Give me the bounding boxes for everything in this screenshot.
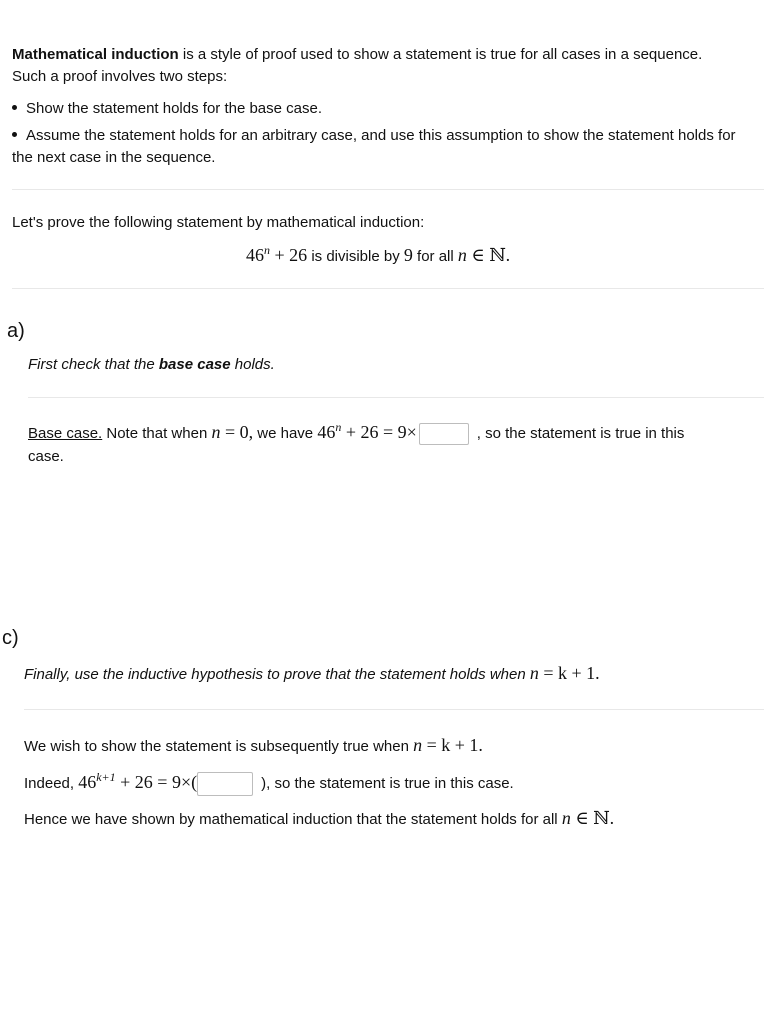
statement-text-1: is divisible by [311, 248, 400, 265]
intro-line-2: Such a proof involves two steps: [12, 68, 228, 85]
bullet-item-2 [12, 127, 736, 144]
base-case-text: Note that when [102, 425, 212, 442]
base-case-conclusion-cont: case. [28, 448, 64, 465]
base-case-text-2: we have [257, 425, 314, 442]
divider [12, 288, 764, 289]
statement-expression: 46$^n$ + 26 [246, 243, 308, 265]
conclusion-domain: n ∈ ℕ. [561, 808, 615, 828]
statement-nine: 9 [403, 245, 413, 265]
base-case-condition: n = 0, [211, 422, 254, 442]
divider [28, 397, 764, 398]
inductive-step-answer-input[interactable] [197, 772, 253, 796]
base-case-expression: 46$^n$ + 26 = 9× [317, 420, 417, 442]
statement-domain: n ∈ ℕ. [457, 245, 511, 265]
bullet-text-1: Show the statement holds for the base case. [26, 100, 323, 117]
part-c-instruction: Finally, use the inductive hypothesis to prove that the statement holds when n = k + 1. [24, 663, 600, 683]
divider [24, 709, 764, 710]
bullet-text-2-cont: the next case in the sequence. [12, 149, 216, 166]
part-c-label: c) [2, 627, 19, 649]
base-case-answer-input[interactable] [419, 423, 469, 445]
bullet-item-1 [12, 100, 322, 117]
divider [12, 189, 764, 190]
intro-term: Mathematical induction [12, 46, 179, 63]
intro-line-1 [12, 46, 702, 63]
base-case-conclusion: , so the statement is true in this [476, 425, 685, 442]
base-case-label: Base case. [28, 425, 103, 442]
inductive-wish-line: We wish to show the statement is subsequently true when n = k + 1. [24, 735, 483, 755]
inductive-wish-math: n = k + 1. [413, 735, 483, 755]
inductive-step-lead: Indeed, [24, 775, 75, 792]
bullet-dot [12, 105, 17, 110]
intro-line1-rest: is a style of proof used to show a statement is true for all cases in a sequence. [178, 46, 703, 63]
inductive-step-line [24, 770, 514, 796]
conclusion-line: Hence we have shown by mathematical induction that the statement holds for all n ∈ ℕ. [24, 808, 615, 828]
statement-lead: Let's prove the following statement by mathematical induction: [12, 214, 425, 231]
bullet-dot [12, 132, 17, 137]
inductive-step-conclusion: ), so the statement is true in this case. [261, 775, 514, 792]
base-case-line [28, 420, 684, 445]
part-c-instruction-math: n = k + 1. [529, 663, 600, 683]
bullet-text-2: Assume the statement holds for an arbitrary case, and use this assumption to show the statement holds for [26, 127, 736, 144]
part-a-instruction: First check that the base case holds. [28, 356, 275, 373]
statement-text-2: for all [417, 248, 454, 265]
part-a-label: a) [7, 320, 25, 342]
statement-formula [246, 243, 510, 266]
inductive-step-expression: $46^{k+1} + 26 = 9\times$( [78, 770, 198, 792]
